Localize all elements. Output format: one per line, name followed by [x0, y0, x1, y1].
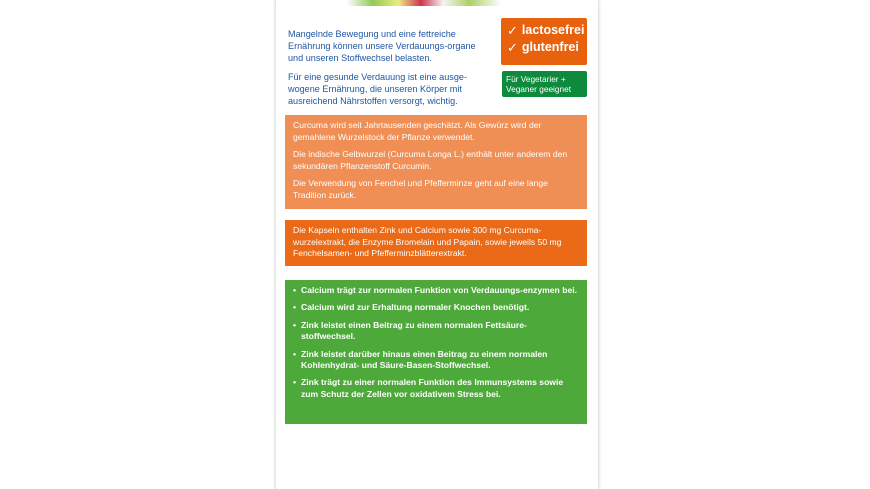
bullet-icon: • — [293, 285, 297, 295]
curcuma-paragraph-3: Die Verwendung von Fenchel und Pfefferminze geht auf eine lange Tradition zurück. — [293, 178, 548, 200]
capsule-ingredients-panel — [285, 220, 587, 266]
vegan-badge: Für Vegetarier + Veganer geeignet — [502, 71, 587, 97]
bullet-icon: • — [293, 377, 297, 388]
list-item: • Zink leistet darüber hinaus einen Beitrag zu einem normalen Kohlenhydrat- und Säure-Basen-Stoffwechsel. — [293, 348, 548, 371]
bullet-icon: • — [293, 319, 297, 330]
lactose-free-row — [507, 22, 587, 39]
intro-paragraph-2: Für eine gesunde Verdauung ist eine ausge-wogene Ernährung, die unseren Körper mit ausreichend Nährstoffen versorgt, wichtig. — [288, 72, 467, 106]
curcuma-paragraph-2: Die indische Gelbwurzel (Curcuma Longa L.) enthält unter anderem den sekundären Pflanzenstoff Curcumin. — [293, 149, 568, 171]
capsule-ingredients-text: Die Kapseln enthalten Zink und Calcium sowie 300 mg Curcuma-wurzelextrakt, die Enzyme Bromelain und Papain, sowie jeweils 50 mg Fenchelsamen- und Pfefferminzblätterextrakt. — [293, 225, 562, 259]
list-item: • Zink trägt zu einer normalen Funktion des Immunsystems sowie zum Schutz der Zellen vor oxidativem Stress bei. — [293, 377, 564, 399]
bullet-icon: • — [293, 348, 297, 359]
checkmark-icon: ✓ — [507, 23, 518, 38]
package-top-artwork — [276, 0, 598, 6]
lactose-free-label: lactosefrei — [521, 23, 585, 37]
intro-text — [288, 28, 493, 114]
list-item: • Zink leistet einen Beitrag zu einem normalen Fettsäure-stoffwechsel. — [293, 319, 527, 342]
curcuma-info-panel — [285, 115, 587, 209]
health-claims-panel — [285, 280, 587, 424]
gluten-free-row — [507, 39, 587, 56]
checkmark-icon: ✓ — [507, 40, 518, 55]
list-item: • Calcium trägt zur normalen Funktion von Verdauungs-enzymen bei. — [293, 285, 577, 295]
gluten-free-label: glutenfrei — [521, 40, 579, 54]
health-claims-list — [293, 285, 579, 400]
bullet-icon: • — [293, 302, 297, 313]
package-back-panel — [275, 0, 599, 489]
curcuma-paragraph-1: Curcuma wird seit Jahrtausenden geschätzt. Als Gewürz wird der gemahlene Wurzelstock der Pflanze verwendet. — [293, 120, 542, 142]
list-item: • Calcium wird zur Erhaltung normaler Knochen benötigt. — [293, 302, 530, 313]
intro-paragraph-1: Mangelnde Bewegung und eine fettreiche Ernährung können unsere Verdauungs-organe und unseren Stoffwechsel belasten. — [288, 29, 476, 63]
free-from-badge — [501, 18, 587, 65]
